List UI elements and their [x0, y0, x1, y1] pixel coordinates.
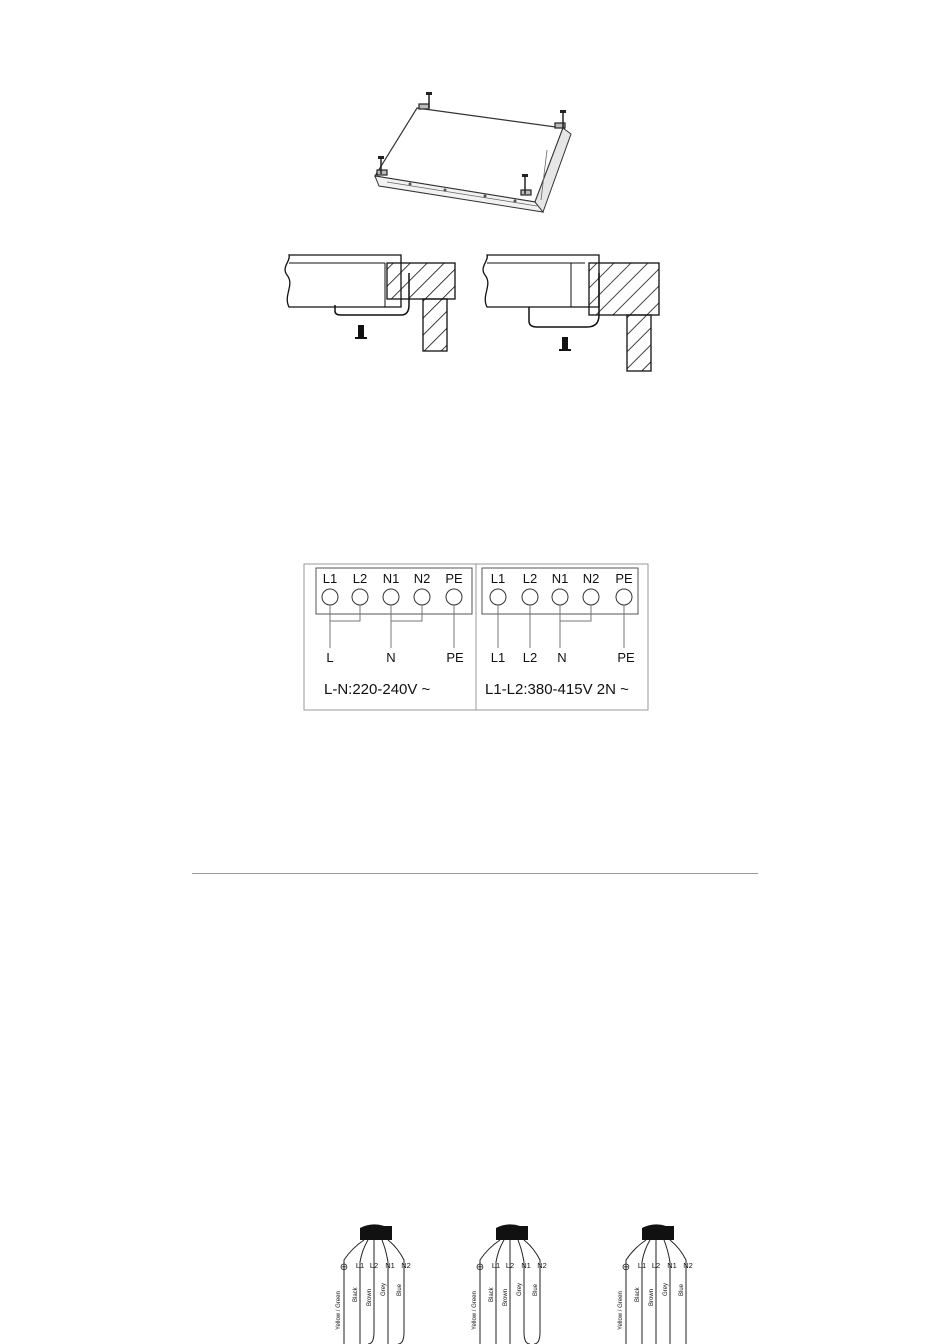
- right-terminal-label-pe: PE: [615, 571, 633, 586]
- cable2-terminal-l1: L1: [491, 1261, 501, 1270]
- left-terminal-label-l2: L2: [352, 571, 368, 586]
- left-output-label-pe: PE: [446, 650, 464, 665]
- right-terminal-label-n2: N2: [582, 571, 600, 586]
- cable1-terminal-l2: L2: [369, 1261, 379, 1270]
- cable1-color-brown: Brown: [367, 1288, 373, 1306]
- cable1-color-blue: Blue: [397, 1283, 403, 1296]
- cross-section-thick-worktop: [483, 255, 659, 371]
- right-terminal-label-l2: L2: [522, 571, 538, 586]
- cable1-terminal-l1: L1: [355, 1261, 365, 1270]
- right-output-label-n: N: [557, 650, 567, 665]
- left-output-label-l: L: [326, 650, 334, 665]
- right-output-label-l1: L1: [490, 650, 506, 665]
- section-divider: [192, 873, 758, 874]
- cable3-terminal-n1: N1: [667, 1261, 677, 1270]
- cable1-terminal-n1: N1: [385, 1261, 395, 1270]
- cable-wiring-diagram-3: [612, 1222, 712, 1344]
- left-terminal-label-l1: L1: [322, 571, 338, 586]
- hob-installation-illustration: [365, 90, 595, 220]
- cable2-terminal-n2: N2: [537, 1261, 547, 1270]
- cable2-terminal-earth: ⊕: [475, 1262, 485, 1273]
- cable1-color-yellow-green: Yellow / Green: [336, 1291, 342, 1330]
- right-voltage-caption: L1-L2:380-415V 2N ~: [485, 681, 629, 698]
- cable2-color-blue: Blue: [533, 1283, 539, 1296]
- right-output-label-pe: PE: [617, 650, 635, 665]
- cable2-color-yellow-green: Yellow / Green: [472, 1291, 478, 1330]
- cable-wiring-diagram-2: [466, 1222, 566, 1344]
- cable1-terminal-n2: N2: [401, 1261, 411, 1270]
- cable3-color-black: Black: [635, 1287, 641, 1302]
- bracket-cross-section-detail: [275, 245, 670, 375]
- right-output-label-l2: L2: [522, 650, 538, 665]
- cable2-terminal-l2: L2: [505, 1261, 515, 1270]
- cable3-color-yellow-green: Yellow / Green: [618, 1291, 624, 1330]
- left-terminal-label-n2: N2: [413, 571, 431, 586]
- right-terminal-label-n1: N1: [551, 571, 569, 586]
- cable3-color-brown: Brown: [649, 1288, 655, 1306]
- left-voltage-caption: L-N:220-240V ~: [324, 681, 431, 698]
- cable2-terminal-n1: N1: [521, 1261, 531, 1270]
- right-terminal-label-l1: L1: [490, 571, 506, 586]
- cable-wiring-diagram-1: [330, 1222, 430, 1344]
- cable1-color-grey: Grey: [381, 1282, 387, 1296]
- cable3-color-grey: Grey: [663, 1282, 669, 1296]
- cable3-terminal-l1: L1: [637, 1261, 647, 1270]
- cable2-color-grey: Grey: [517, 1282, 523, 1296]
- cable3-terminal-earth: ⊕: [621, 1262, 631, 1273]
- cable2-color-brown: Brown: [503, 1288, 509, 1306]
- cable1-color-black: Black: [353, 1287, 359, 1302]
- left-terminal-label-pe: PE: [445, 571, 463, 586]
- cable3-terminal-l2: L2: [651, 1261, 661, 1270]
- left-output-label-n: N: [386, 650, 396, 665]
- cable2-color-black: Black: [489, 1287, 495, 1302]
- cable3-color-blue: Blue: [679, 1283, 685, 1296]
- terminal-block-diagram: [302, 562, 650, 712]
- cable1-terminal-earth: ⊕: [339, 1262, 349, 1273]
- left-terminal-label-n1: N1: [382, 571, 400, 586]
- cable3-terminal-n2: N2: [683, 1261, 693, 1270]
- cross-section-thin-worktop: [285, 255, 455, 351]
